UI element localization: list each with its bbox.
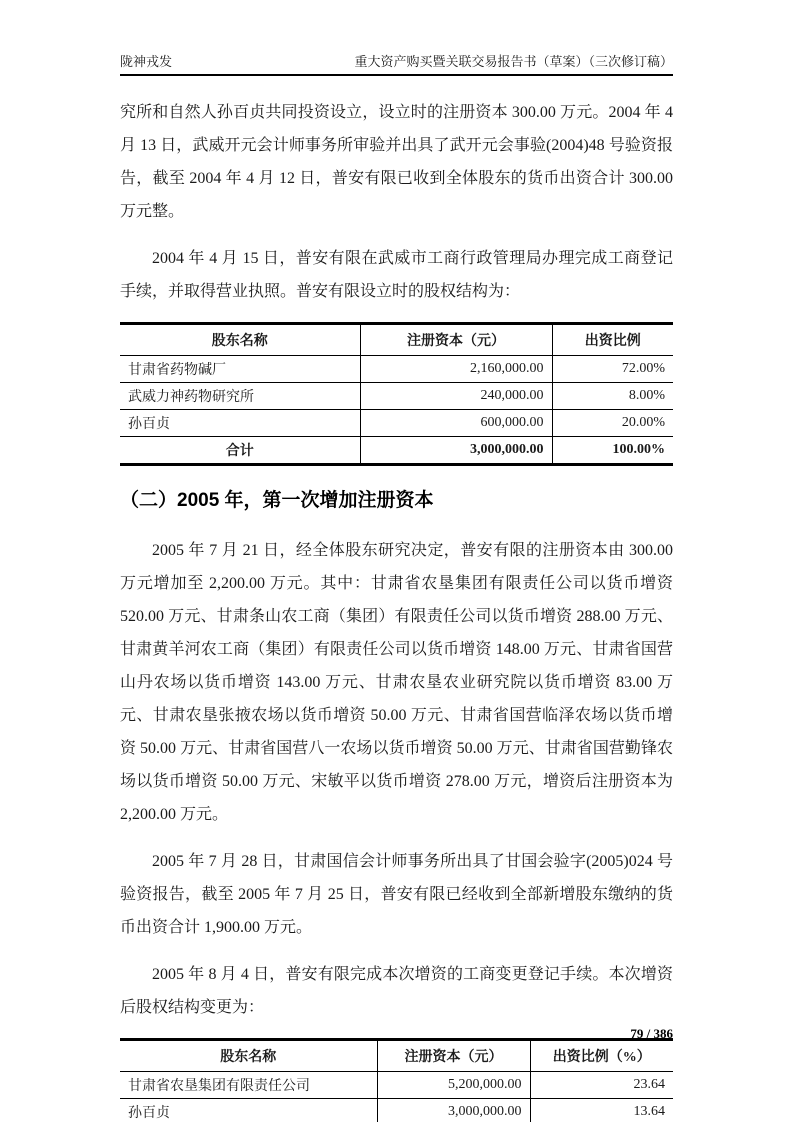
cell-ratio: 13.64 (530, 1099, 673, 1122)
page-header (120, 52, 673, 76)
table-row (120, 1099, 673, 1122)
table-header-row (120, 324, 673, 356)
table-row (120, 1072, 673, 1099)
cell-capital: 600,000.00 (360, 410, 552, 437)
page-number: 79 / 386 (630, 1026, 673, 1041)
table-row (120, 356, 673, 383)
cell-total-ratio: 100.00% (552, 437, 673, 465)
paragraph-2: 2004 年 4 月 15 日，普安有限在武威市工商行政管理局办理完成工商登记手续，并取得营业执照。普安有限设立时的股权结构为： (120, 250, 673, 300)
paragraph-5: 2005 年 8 月 4 日，普安有限完成本次增资的工商变更登记手续。本次增资后股权结构变更为： (120, 966, 673, 1016)
cell-ratio: 23.64 (530, 1072, 673, 1099)
table-row (120, 383, 673, 410)
column-header-capital: 注册资本（元） (377, 1040, 530, 1072)
cell-capital: 240,000.00 (360, 383, 552, 410)
table-row (120, 410, 673, 437)
paragraph-3: 2005 年 7 月 21 日，经全体股东研究决定，普安有限的注册资本由 300.00 万元增加至 2,200.00 万元。其中：甘肃省农垦集团有限责任公司以货币增资 520.00 万元、甘肃条山农工商（集团）有限责任公司以货币增资 288.00 万元、甘肃黄羊河农工商（集团）有限责任公司以货币增资 148.00 万元、甘肃省国营山丹农场以货币增资 143.00 万元、甘肃农垦农业研究院以货币增资 83.00 万元、甘肃农垦张掖农场以货币增资 50.00 万元、甘肃省国营临泽农场以货币增资 50.00 万元、甘肃省国营八一农场以货币增资 50.00 万元、甘肃省国营勤锋农场以货币增资 50.00 万元、宋敏平以货币增资 278.00 万元，增资后注册资本为 2,200.00 万元。 (120, 542, 673, 823)
section-heading: （二）2005 年，第一次增加注册资本 (120, 490, 434, 511)
cell-shareholder: 甘肃省药物碱厂 (120, 356, 360, 383)
column-header-ratio: 出资比例 (552, 324, 673, 356)
cell-ratio: 72.00% (552, 356, 673, 383)
table-header-row (120, 1040, 673, 1072)
cell-capital: 5,200,000.00 (377, 1072, 530, 1099)
header-left-title: 陇神戎发 (120, 54, 173, 69)
column-header-capital: 注册资本（元） (360, 324, 552, 356)
header-right-title: 重大资产购买暨关联交易报告书（草案）（三次修订稿） (354, 54, 673, 69)
cell-capital: 2,160,000.00 (360, 356, 552, 383)
cell-capital: 3,000,000.00 (377, 1099, 530, 1122)
column-header-ratio: 出资比例（%） (530, 1040, 673, 1072)
cell-total-label: 合计 (225, 444, 254, 459)
column-header-shareholder: 股东名称 (120, 1040, 377, 1072)
cell-ratio: 20.00% (552, 410, 673, 437)
paragraph-4: 2005 年 7 月 28 日，甘肃国信会计师事务所出具了甘国会验字(2005)024 号验资报告，截至 2005 年 7 月 25 日，普安有限已经收到全部新增股东缴纳的货币出资合计 1,900.00 万元。 (120, 853, 673, 936)
column-header-shareholder: 股东名称 (120, 324, 360, 356)
shareholding-table-initial (120, 322, 673, 466)
paragraph-1: 究所和自然人孙百贞共同投资设立，设立时的注册资本 300.00 万元。2004 年 4 月 13 日，武威开元会计师事务所审验并出具了武开元会事验(2004)48 号验资报告，截至 2004 年 4 月 12 日，普安有限已收到全体股东的货币出资合计 300.00 万元整。 (120, 104, 673, 220)
cell-shareholder: 孙百贞 (120, 410, 360, 437)
shareholding-table-after-increase (120, 1038, 673, 1122)
table-total-row (120, 437, 673, 465)
cell-shareholder: 甘肃省农垦集团有限责任公司 (120, 1072, 377, 1099)
cell-shareholder: 武威力神药物研究所 (120, 383, 360, 410)
cell-total-capital: 3,000,000.00 (360, 437, 552, 465)
cell-ratio: 8.00% (552, 383, 673, 410)
cell-shareholder: 孙百贞 (128, 1106, 170, 1121)
